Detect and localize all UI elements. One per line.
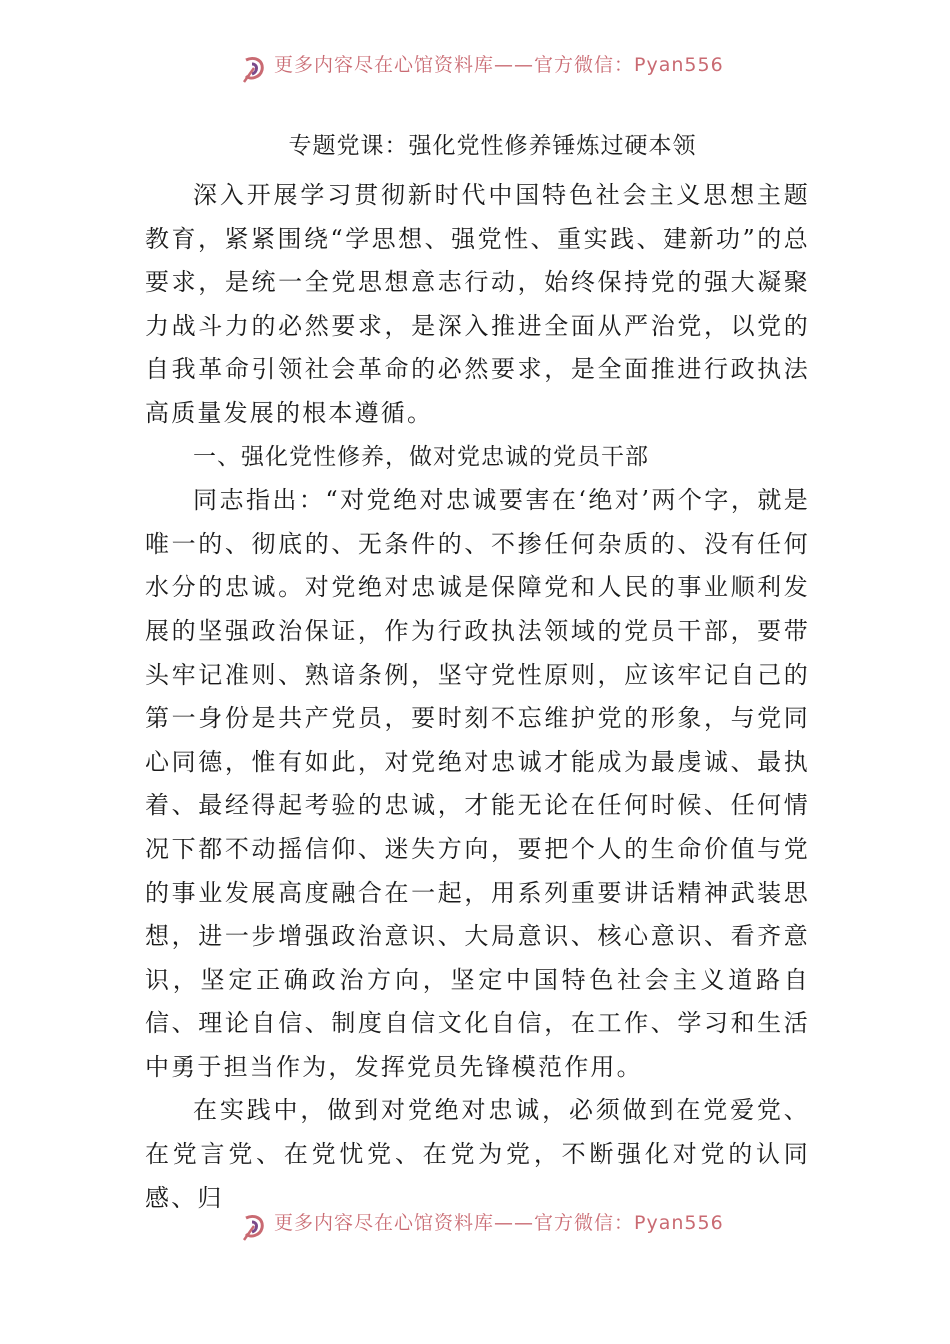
watermark-logo-icon — [240, 54, 270, 84]
section-heading-1: 一、强化党性修养，做对党忠诚的党员干部 — [193, 443, 649, 470]
section1-paragraph-2: 在实践中，做到对党绝对忠诚，必须做到在党爱党、在党言党、在党忧党、在党为党，不断强化对党的认同感、归 — [145, 1096, 810, 1212]
watermark-text: 更多内容尽在心馆资料库——官方微信：Pyan556 — [274, 1211, 724, 1234]
intro-paragraph: 深入开展学习贯彻新时代中国特色社会主义思想主题教育，紧紧围绕“学思想、强党性、重实践、建新功”的总要求，是统一全党思想意志行动，始终保持党的强大凝聚力战斗力的必然要求，是深入推进全面从严治党，以党的自我革命引领社会革命的必然要求，是全面推进行政执法高质量发展的根本遵循。 — [145, 181, 810, 427]
watermark-banner-top — [0, 52, 950, 86]
watermark-text: 更多内容尽在心馆资料库——官方微信：Pyan556 — [274, 53, 724, 76]
document-body — [145, 124, 810, 1220]
section1-paragraph-1: 同志指出：“对党绝对忠诚要害在‘绝对’两个字，就是唯一的、彻底的、无条件的、不掺任何杂质的、没有任何水分的忠诚。对党绝对忠诚是保障党和人民的事业顺利发展的坚强政治保证，作为行政执法领域的党员干部，要带头牢记准则、熟谙条例，坚守党性原则，应该牢记自己的第一身份是共产党员，要时刻不忘维护党的形象，与党同心同德，惟有如此，对党绝对忠诚才能成为最虔诚、最执着、最经得起考验的忠诚，才能无论在任何时候、任何情况下都不动摇信仰、迷失方向，要把个人的生命价值与党的事业发展高度融合在一起，用系列重要讲话精神武装思想，进一步增强政治意识、大局意识、核心意识、看齐意识，坚定正确政治方向，坚定中国特色社会主义道路自信、理论自信、制度自信文化自信，在工作、学习和生活中勇于担当作为，发挥党员先锋模范作用。 — [145, 486, 810, 1081]
document-title: 专题党课：强化党性修养锤炼过硬本领 — [288, 133, 697, 159]
watermark-banner-bottom — [0, 1210, 950, 1244]
watermark-logo-icon — [240, 1212, 270, 1242]
